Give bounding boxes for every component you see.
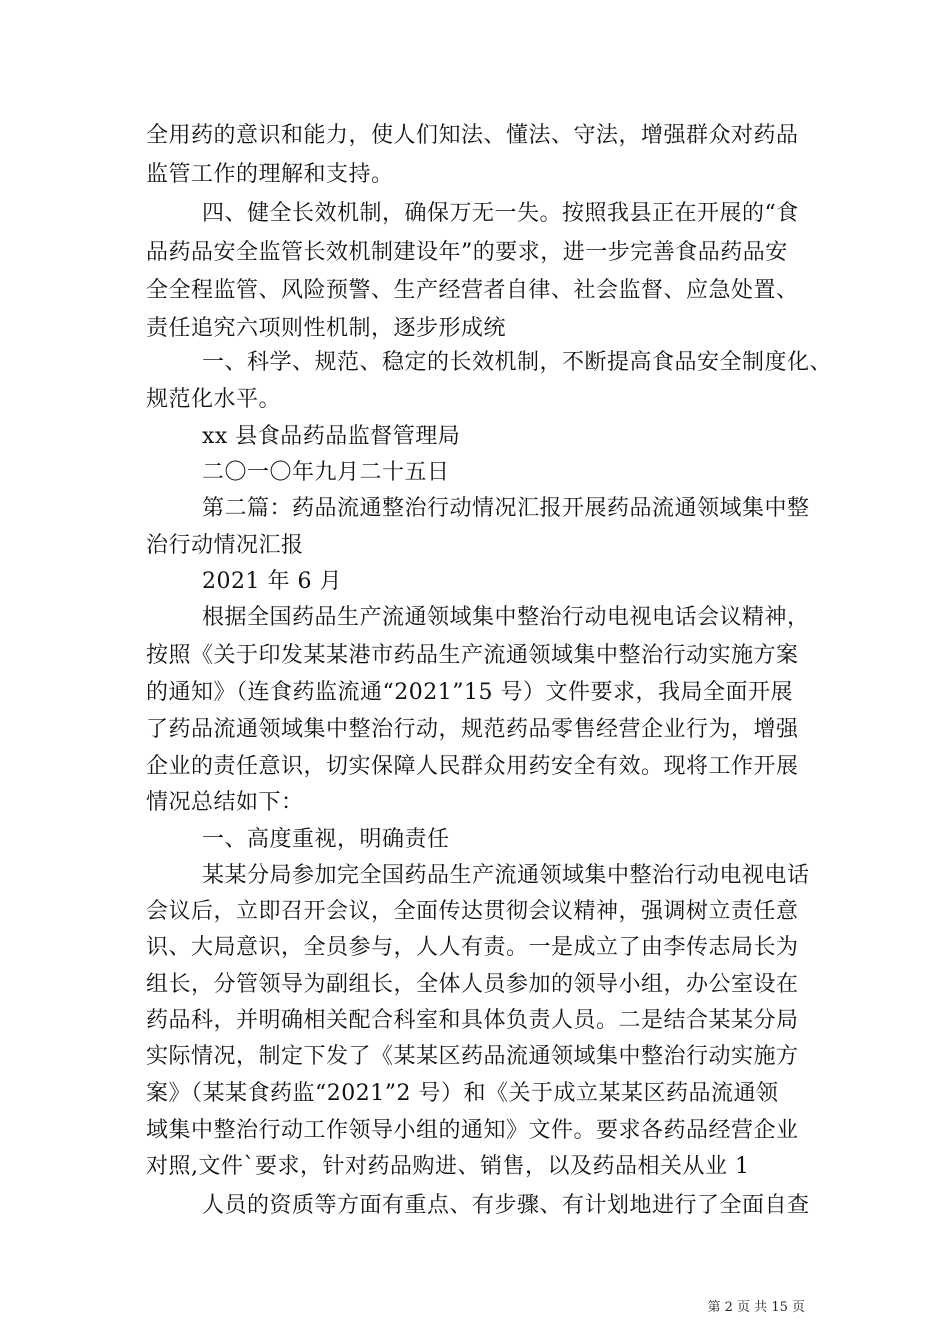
text-line: 二〇一〇年九月二十五日 — [202, 460, 450, 485]
text-line: 2021 年 6 月 — [202, 569, 342, 594]
text-line: 监管工作的理解和支持。 — [146, 162, 394, 187]
text-line: 识、大局意识，全员参与，人人有责。一是成立了由李传志局长为 — [146, 935, 799, 960]
text-line: 了药品流通领域集中整治行动，规范药品零售经营企业行为，增强 — [146, 717, 799, 742]
text-line: xx 县食品药品监督管理局 — [202, 424, 461, 449]
text-line: 全用药的意识和能力，使人们知法、懂法、守法，增强群众对药品 — [146, 123, 799, 148]
text-line: 责任追究六项则性机制，逐步形成统 — [146, 316, 507, 341]
text-line: 会议后，立即召开会议，全面传达贯彻会议精神，强调树立责任意 — [146, 899, 799, 924]
text-line: 药品科，并明确相关配合科室和具体负责人员。二是结合某某分局 — [146, 1008, 799, 1033]
text-line: 按照《关于印发某某港市药品生产流通领域集中整治行动实施方案 — [146, 643, 799, 668]
text-line: 某某分局参加完全国药品生产流通领域集中整治行动电视电话 — [202, 863, 810, 888]
text-line: 对照,文件`要求，针对药品购进、销售，以及药品相关从业 1 — [146, 1154, 750, 1179]
text-line: 人员的资质等方面有重点、有步骤、有计划地进行了全面自查 — [202, 1193, 810, 1218]
text-line: 组长，分管领导为副组长，全体人员参加的领导小组，办公室设在 — [146, 972, 799, 997]
text-line: 一、科学、规范、稳定的长效机制，不断提高食品安全制度化、 — [202, 350, 833, 375]
text-line: 根据全国药品生产流通领域集中整治行动电视电话会议精神， — [202, 605, 810, 630]
text-line: 的通知》（连食药监流通“2021”15 号）文件要求，我局全面开展 — [146, 680, 793, 705]
text-line: 治行动情况汇报 — [146, 533, 304, 558]
text-line: 品药品安全监管长效机制建设年”的要求，进一步完善食品药品安 — [146, 240, 788, 265]
text-line: 情况总结如下： — [146, 790, 304, 815]
text-line: 全全程监管、风险预警、生产经营者自律、社会监督、应急处置、 — [146, 278, 799, 303]
text-line: 第二篇：药品流通整治行动情况汇报开展药品流通领域集中整 — [202, 496, 810, 521]
text-line: 四、健全长效机制，确保万无一失。按照我县正在开展的“食 — [202, 201, 799, 226]
text-line: 域集中整治行动工作领导小组的通知》文件。要求各药品经营企业 — [146, 1118, 799, 1143]
text-line: 一、高度重视，明确责任 — [202, 827, 450, 852]
text-line: 企业的责任意识，切实保障人民群众用药安全有效。现将工作开展 — [146, 754, 799, 779]
text-line: 实际情况，制定下发了《某某区药品流通领域集中整治行动实施方 — [146, 1044, 799, 1069]
text-line: 规范化水平。 — [146, 387, 282, 412]
page-number: 第 2 页 共 15 页 — [707, 1300, 805, 1315]
text-line: 案》（某某食药监“2021”2 号）和《关于成立某某区药品流通领 — [146, 1081, 779, 1106]
